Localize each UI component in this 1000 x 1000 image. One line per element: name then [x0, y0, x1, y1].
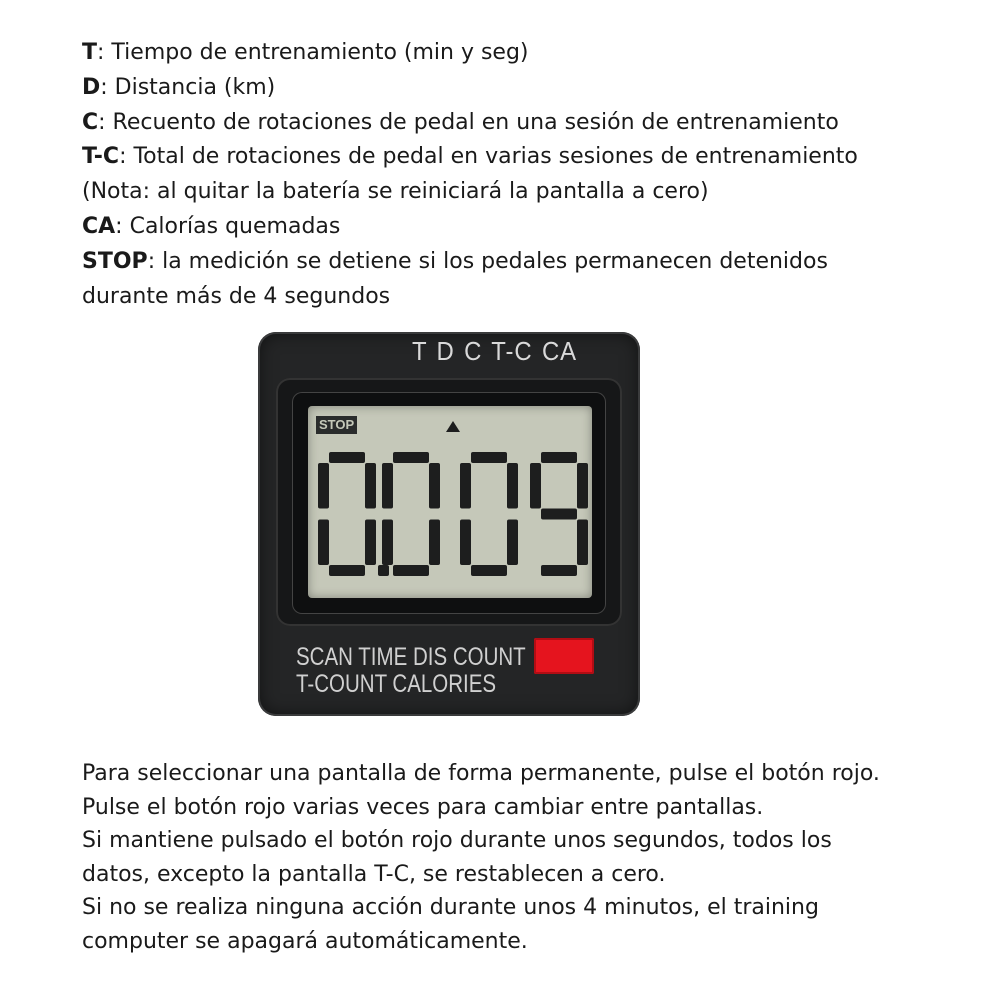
legend-key: CA [82, 213, 116, 239]
legend-text: durante más de 4 segundos [82, 283, 391, 309]
legend-line-ca [82, 210, 982, 245]
legend-line-stop-cont [82, 280, 982, 315]
instruction-line: Para seleccionar una pantalla de forma permanente, pulse el botón rojo. [82, 761, 880, 786]
segment-e [382, 520, 393, 566]
segment-b [577, 463, 588, 509]
legend-line-t [82, 36, 982, 71]
legend-line-c [82, 106, 982, 141]
legend-text: : Calorías quemadas [115, 213, 341, 239]
segment-a [471, 452, 507, 463]
legend-line-stop [82, 245, 982, 280]
legend-text: : Total de rotaciones de pedal en varias sesiones de entrenamiento [119, 144, 858, 170]
legend-key: T-C [82, 144, 120, 170]
instruction-line: Pulse el botón rojo varias veces para cambiar entre pantallas. [82, 794, 764, 820]
instruction-line: datos, excepto la pantalla T-C, se restablecen a cero. [82, 861, 666, 887]
legend-key: STOP [82, 248, 148, 274]
segment-f [460, 463, 471, 509]
legend-text: : Recuento de rotaciones de pedal en una sesión de entrenamiento [98, 109, 839, 135]
scan-label-line2: T-COUNT CALORIES [296, 670, 497, 698]
scan-label [296, 644, 526, 698]
instruction-line: Si mantiene pulsado el botón rojo durante unos segundos, todos los [82, 828, 832, 854]
segment-c [507, 520, 518, 566]
segment-a [541, 452, 577, 463]
legend-key: T [82, 40, 98, 65]
segment-g [541, 509, 577, 520]
segment-d [393, 565, 429, 576]
segment-c [365, 520, 376, 566]
scan-label-line1: SCAN TIME DIS COUNT [296, 643, 526, 671]
instructions [82, 757, 982, 959]
segment-b [429, 463, 440, 509]
mode-labels: T D C T-C CA [412, 336, 578, 366]
segment-b [365, 463, 376, 509]
segment-d [471, 565, 507, 576]
seven-segment-digits [308, 432, 592, 596]
segment-e [460, 520, 471, 566]
mode-arrow-icon [446, 421, 460, 432]
segment-d [541, 565, 577, 576]
segment-d [329, 565, 365, 576]
segment-e [318, 520, 329, 566]
legend-line-tc [82, 140, 982, 175]
red-mode-button[interactable] [534, 638, 594, 674]
legend-line-note [82, 175, 982, 210]
legend-key: D [82, 74, 101, 100]
legend-text: (Nota: al quitar la batería se reiniciará la pantalla a cero) [82, 179, 709, 205]
segment-b [507, 463, 518, 509]
instruction-line: computer se apagará automáticamente. [82, 928, 528, 954]
segment-c [577, 520, 588, 566]
legend-text: : la medición se detiene si los pedales permanecen detenidos [147, 248, 828, 274]
legend-line-d [82, 71, 982, 106]
segment-a [329, 452, 365, 463]
legend-text: : Tiempo de entrenamiento (min y seg) [97, 40, 529, 65]
display-value [308, 432, 592, 596]
decimal-point [378, 565, 389, 576]
segment-f [318, 463, 329, 509]
legend-key: C [82, 109, 99, 135]
segment-f [382, 463, 393, 509]
legend [82, 36, 982, 314]
segment-a [393, 452, 429, 463]
legend-text: : Distancia (km) [100, 74, 276, 100]
stop-indicator: STOP [316, 416, 357, 434]
instruction-line: Si no se realiza ninguna acción durante unos 4 minutos, el training [82, 895, 819, 921]
segment-c [429, 520, 440, 566]
segment-f [530, 463, 541, 509]
